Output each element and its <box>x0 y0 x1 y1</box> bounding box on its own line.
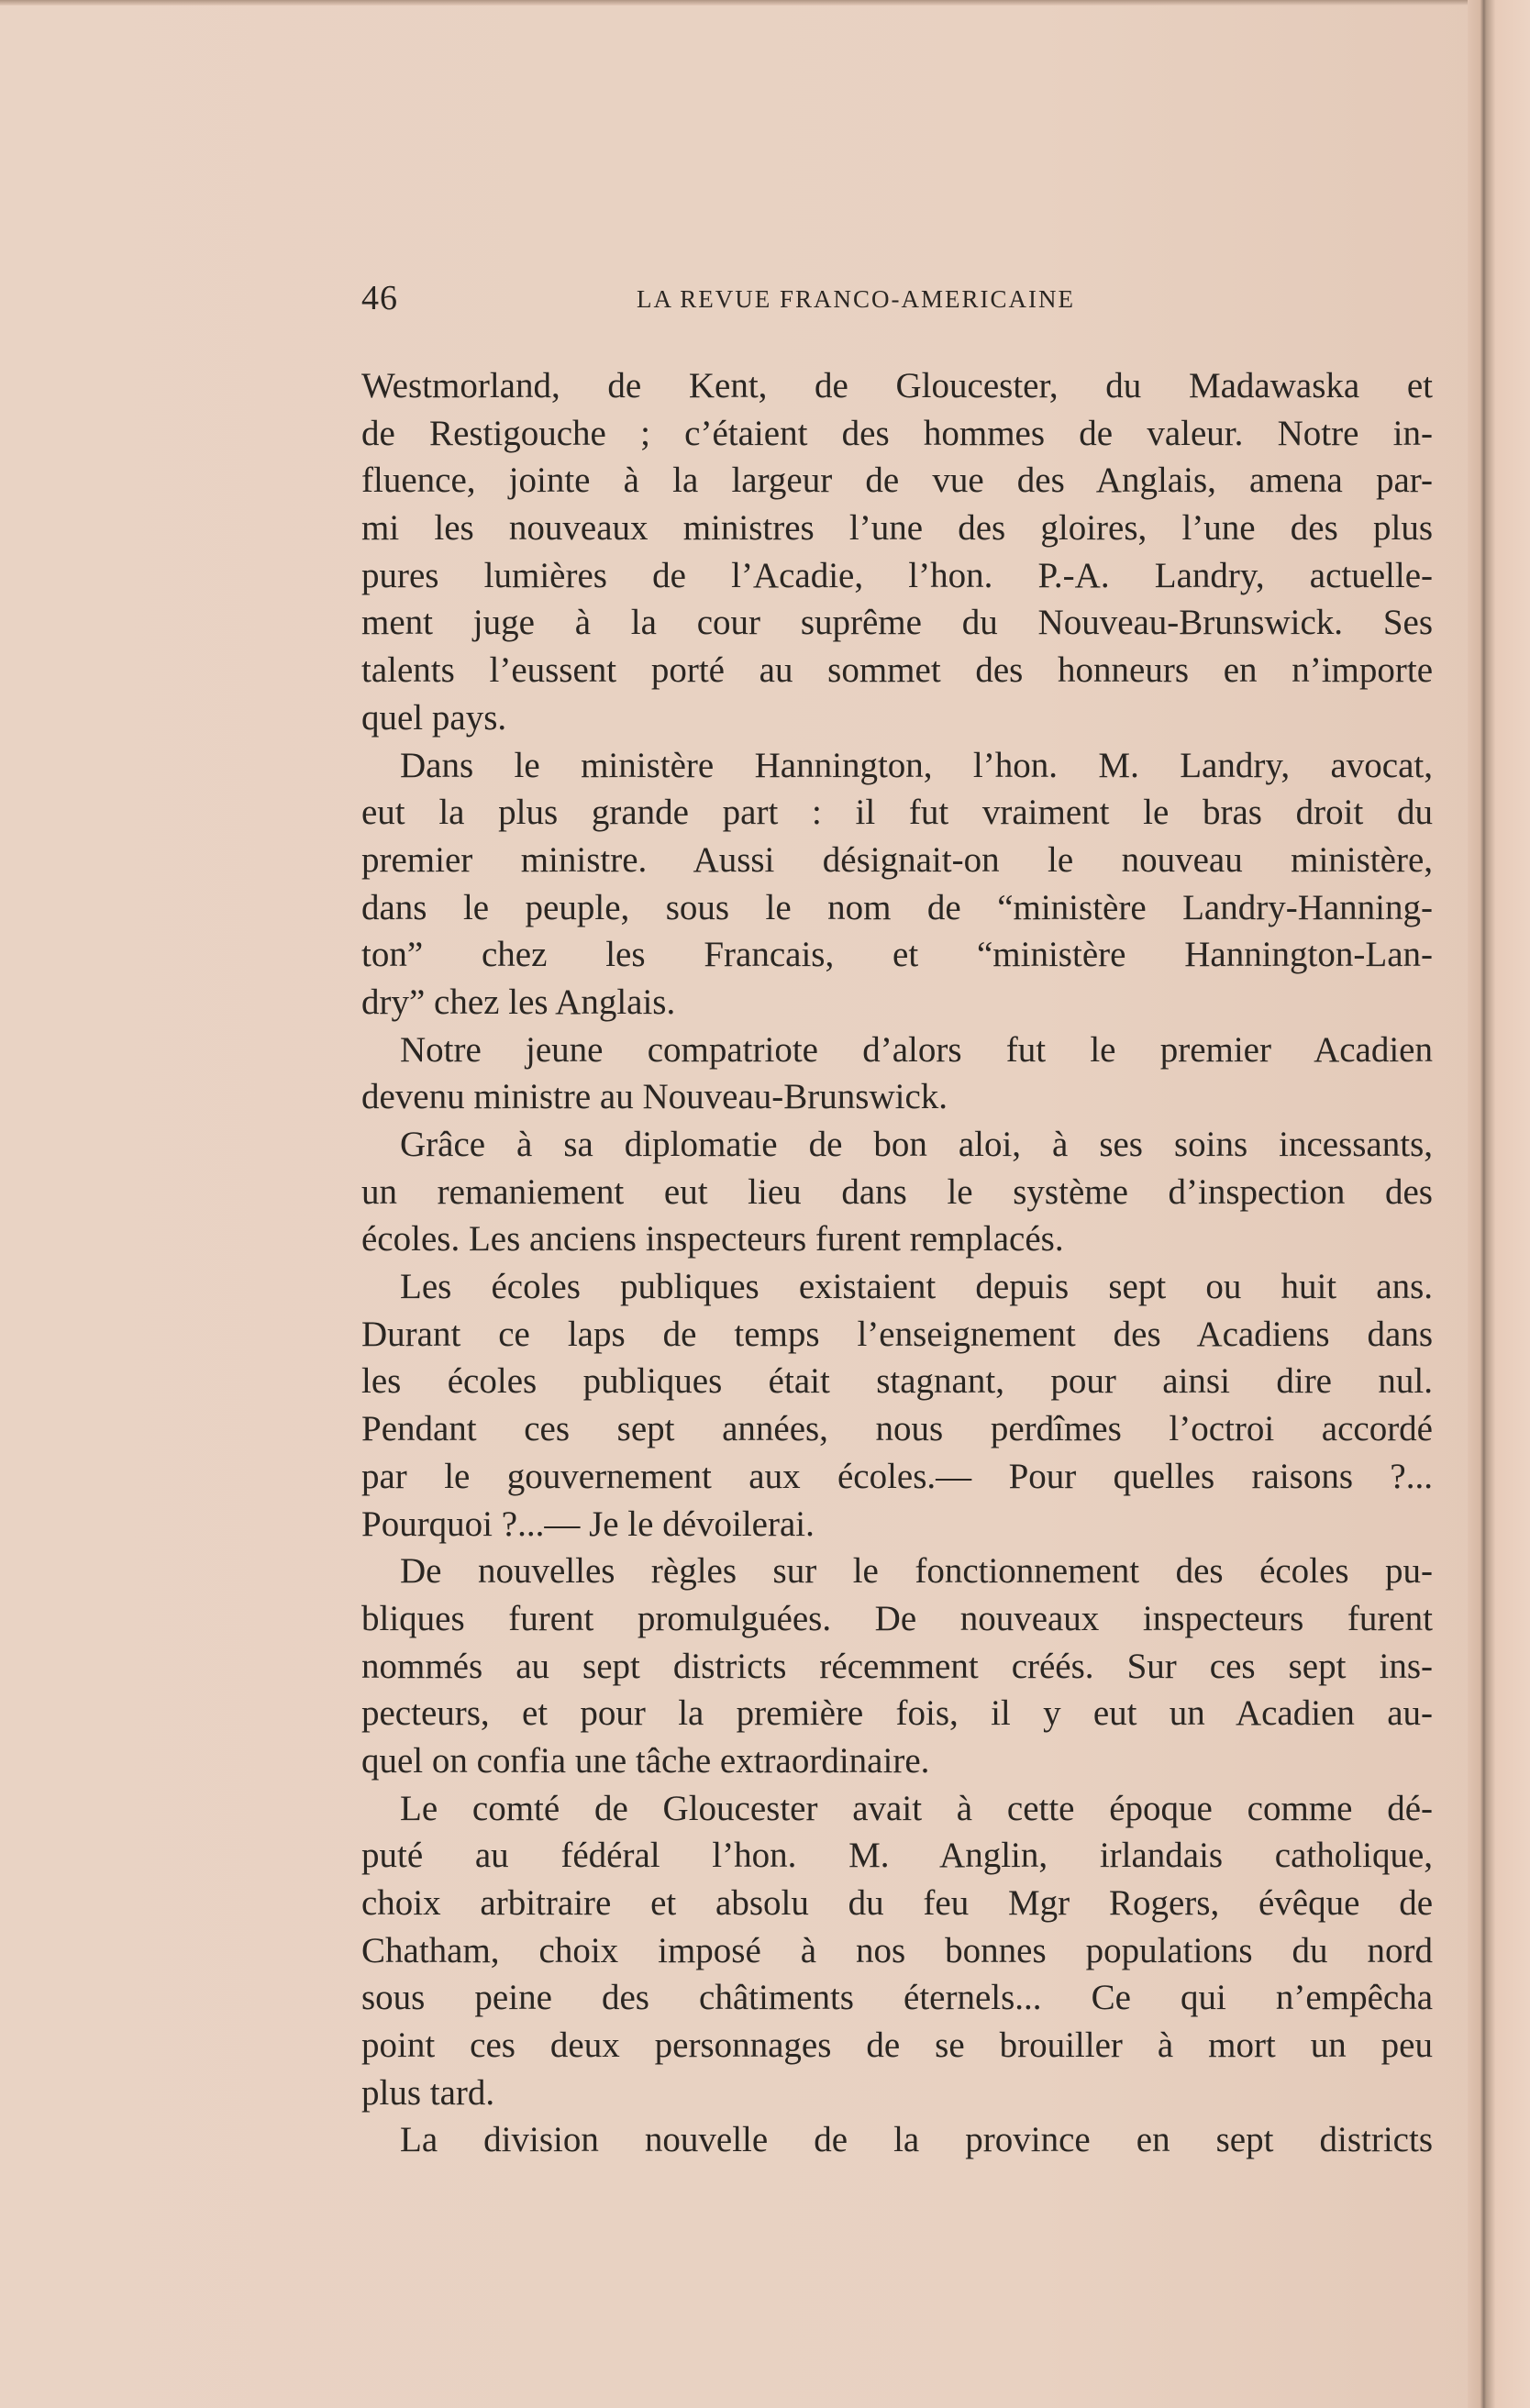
text-line: Les écoles publiques existaient depuis sept ou huit ans. <box>400 1267 1433 1307</box>
text-line: Chatham, choix imposé à nos bonnes populations du nord <box>361 1930 1433 1970</box>
text-line: ment juge à la cour suprême du Nouveau-Brunswick. Ses <box>361 603 1433 643</box>
text-line: Dans le ministère Hannington, l’hon. M. Landry, avocat, <box>400 745 1433 785</box>
text-line: dans le peuple, sous le nom de “ministère Landry-Hanning- <box>361 887 1433 927</box>
text-line: Pourquoi ?...— Je le dévoilerai. <box>361 1504 815 1544</box>
text-line: fluence, jointe à la largeur de vue des Anglais, amena par- <box>361 461 1433 501</box>
page-number: 46 <box>361 279 398 317</box>
text-line: Westmorland, de Kent, de Gloucester, du Madawaska et <box>361 366 1433 405</box>
text-line: choix arbitraire et absolu du feu Mgr Rogers, évêque de <box>361 1883 1433 1923</box>
text-line: plus tard. <box>361 2072 495 2113</box>
text-line: nommés au sept districts récemment créés. Sur ces sept ins- <box>361 1646 1433 1686</box>
text-line: eut la plus grande part : il fut vraiment le bras droit du <box>361 793 1433 833</box>
text-line: premier ministre. Aussi désignait-on le nouveau ministère, <box>361 839 1433 880</box>
text-line: Durant ce laps de temps l’enseignement des Acadiens dans <box>361 1314 1433 1354</box>
text-line: mi les nouveaux ministres l’une des gloires, l’une des plus <box>361 508 1433 549</box>
text-line: La division nouvelle de la province en sept districts <box>400 2120 1433 2160</box>
text-line: pecteurs, et pour la première fois, il y eut un Acadien au- <box>361 1693 1433 1734</box>
text-line: dry” chez les Anglais. <box>361 982 676 1022</box>
text-line: de Restigouche ; c’étaient des hommes de valeur. Notre in- <box>361 413 1433 453</box>
running-title: LA REVUE FRANCO-AMERICAINE <box>637 285 1076 313</box>
page-gutter-edge <box>1468 0 1530 2408</box>
text-line: les écoles publiques était stagnant, pour ainsi dire nul. <box>361 1361 1433 1402</box>
text-line: Le comté de Gloucester avait à cette époque comme dé- <box>400 1788 1433 1828</box>
text-line: Grâce à sa diplomatie de bon aloi, à ses soins incessants, <box>400 1125 1433 1164</box>
text-line: bliques furent promulguées. De nouveaux inspecteurs furent <box>361 1598 1433 1638</box>
text-line: point ces deux personnages de se brouiller à mort un peu <box>361 2025 1433 2066</box>
text-line: sous peine des châtiments éternels... Ce qui n’empêcha <box>361 1978 1433 2018</box>
body-text <box>361 362 1433 2164</box>
text-line: puté au fédéral l’hon. M. Anglin, irlandais catholique, <box>361 1836 1433 1876</box>
text-line: Pendant ces sept années, nous perdîmes l’octroi accordé <box>361 1409 1433 1449</box>
text-line: quel on confia une tâche extraordinaire. <box>361 1740 930 1781</box>
page-top-edge <box>0 0 1481 6</box>
page-header <box>361 278 1439 324</box>
text-line: par le gouvernement aux écoles.— Pour quelles raisons ?... <box>361 1456 1433 1496</box>
text-line: un remaniement eut lieu dans le système d’inspection des <box>361 1171 1433 1212</box>
text-line: pures lumières de l’Acadie, l’hon. P.-A. Landry, actuelle- <box>361 555 1433 595</box>
text-line: ton” chez les Francais, et “ministère Hannington-Lan- <box>361 935 1433 975</box>
text-line: écoles. Les anciens inspecteurs furent remplacés. <box>361 1219 1064 1259</box>
text-line: Notre jeune compatriote d’alors fut le premier Acadien <box>400 1029 1433 1070</box>
text-line: De nouvelles règles sur le fonctionnement des écoles pu- <box>400 1551 1433 1592</box>
text-line: quel pays. <box>361 697 507 738</box>
text-line: devenu ministre au Nouveau-Brunswick. <box>361 1077 948 1117</box>
text-line: talents l’eussent porté au sommet des honneurs en n’importe <box>361 650 1433 691</box>
